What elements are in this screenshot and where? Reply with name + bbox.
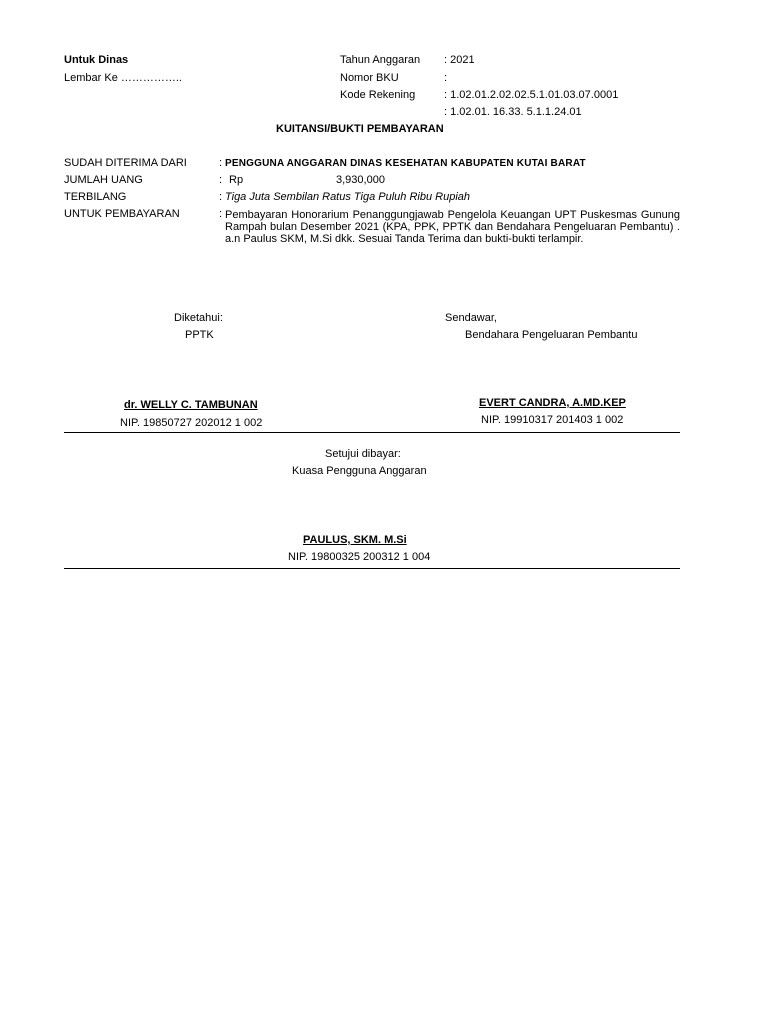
jumlah-colon: : [219, 174, 223, 186]
diterima-value: PENGGUNA ANGGARAN DINAS KESEHATAN KABUPATEN KUTAI BARAT [225, 158, 586, 169]
terbilang-colon: : [219, 191, 223, 203]
terbilang-label: TERBILANG [64, 191, 127, 203]
terbilang-value: Tiga Juta Sembilan Ratus Tiga Puluh Ribu Rupiah [225, 191, 470, 203]
tahun-anggaran-label: Tahun Anggaran [340, 54, 421, 66]
tahun-anggaran-value: : 2021 [444, 54, 475, 66]
lembar-ke-label: Lembar Ke …………….. [64, 72, 182, 84]
left-role: PPTK [185, 329, 214, 341]
kode-rekening-value-2: : 1.02.01. 16.33. 5.1.1.24.01 [444, 106, 582, 118]
diterima-label: SUDAH DITERIMA DARI [64, 157, 187, 169]
diterima-colon: : [219, 157, 223, 169]
pembayaran-colon: : [219, 208, 223, 220]
jumlah-label: JUMLAH UANG [64, 174, 143, 186]
separator-line-2 [64, 568, 680, 569]
center-role: Kuasa Pengguna Anggaran [292, 465, 427, 477]
left-signatory-name: dr. WELLY C. TAMBUNAN [124, 399, 258, 411]
left-signatory-nip: NIP. 19850727 202012 1 002 [120, 417, 263, 429]
right-heading: Sendawar, [445, 312, 497, 324]
kode-rekening-label: Kode Rekening [340, 89, 416, 101]
jumlah-value: 3,930,000 [336, 174, 385, 186]
kode-rekening-value-1: : 1.02.01.2.02.02.5.1.01.03.07.0001 [444, 89, 619, 101]
separator-line-1 [64, 432, 680, 433]
right-signatory-name: EVERT CANDRA, A.MD.KEP [479, 397, 626, 409]
right-role: Bendahara Pengeluaran Pembantu [465, 329, 638, 341]
right-signatory-nip: NIP. 19910317 201403 1 002 [481, 414, 624, 426]
left-heading: Diketahui: [174, 312, 223, 324]
nomor-bku-value: : [444, 72, 448, 84]
center-heading: Setujui dibayar: [325, 448, 401, 460]
center-signatory-name: PAULUS, SKM. M.Si [303, 534, 407, 546]
document-title: KUITANSI/BUKTI PEMBAYARAN [276, 123, 444, 135]
center-signatory-nip: NIP. 19800325 200312 1 004 [288, 551, 431, 563]
jumlah-currency: Rp [229, 174, 244, 186]
pembayaran-label: UNTUK PEMBAYARAN [64, 208, 180, 220]
nomor-bku-label: Nomor BKU [340, 72, 399, 84]
untuk-dinas-label: Untuk Dinas [64, 54, 129, 66]
pembayaran-value: Pembayaran Honorarium Penanggungjawab Pengelola Keuangan UPT Puskesmas Gunung Rampah bulan Desember 2021 (KPA, PPK, PPTK dan Bendahara Pengeluaran Pembantu) . a.n Paulus SKM, M.Si dkk. Sesuai Tanda Terima dan bukti-bukti terlampir. [225, 209, 680, 245]
